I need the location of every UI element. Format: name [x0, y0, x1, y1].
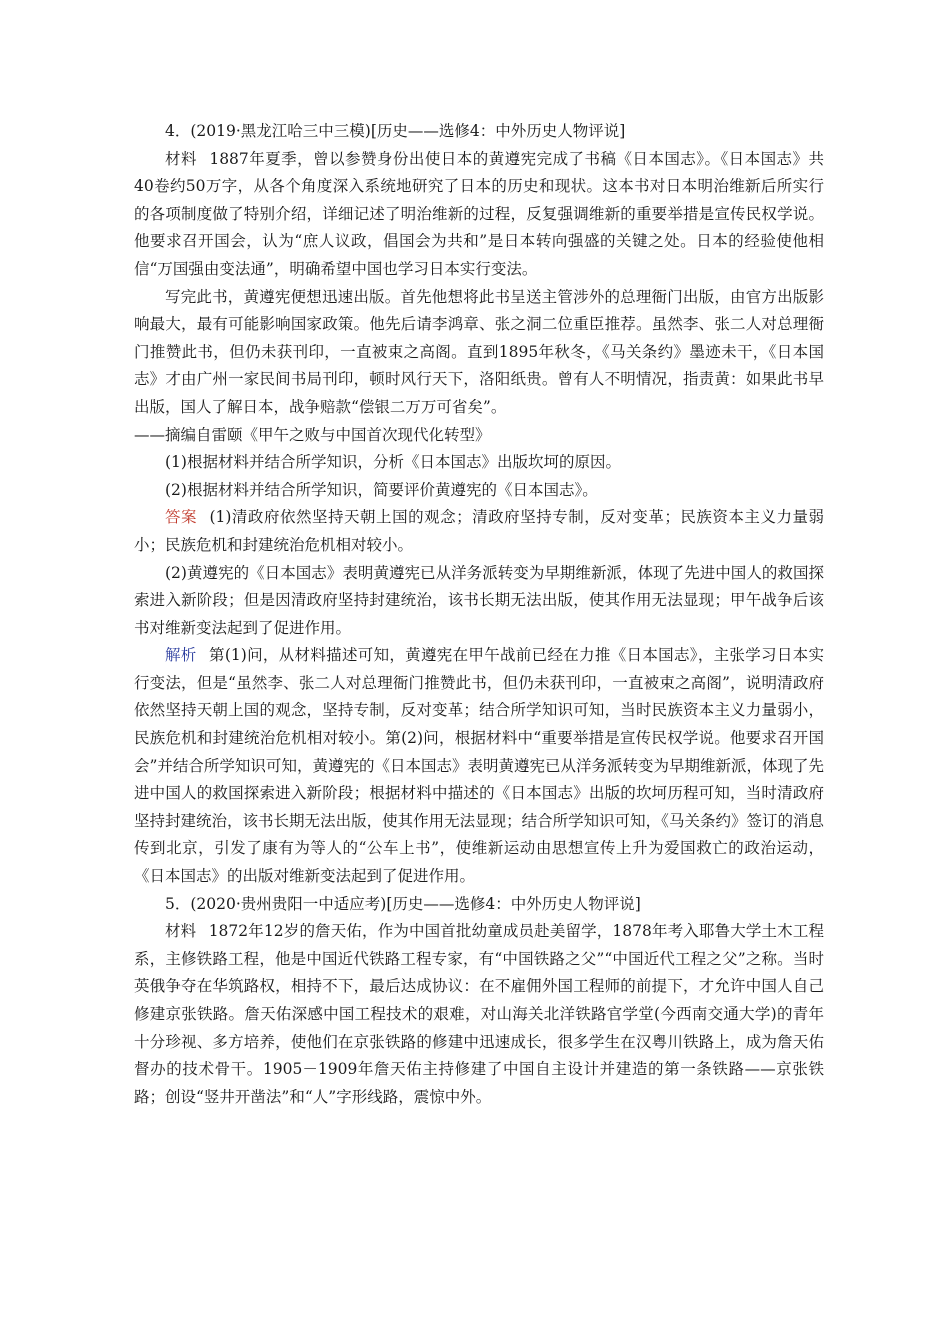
sub-question-2: (2)根据材料并结合所学知识，简要评价黄遵宪的《日本国志》。 — [165, 480, 598, 499]
document-page — [134, 118, 824, 1111]
answer-label: 答案 — [165, 508, 198, 527]
question-5-header: 5．(2020·贵州贵阳一中适应考)[历史——选修4：中外历史人物评说] — [165, 894, 641, 913]
answer-text-1: (1)清政府依然坚持天朝上国的观念；清政府坚持专制，反对变革；民族资本主义力量弱小；民族危机和封建统治危机相对较小。 — [134, 508, 824, 554]
question-5-material-paragraph-1 — [134, 918, 824, 1111]
material-source: ——摘编自雷颐《甲午之败与中国首次现代化转型》 — [134, 425, 491, 444]
analysis-text: 第(1)问，从材料描述可知，黄遵宪在甲午战前已经在力推《日本国志》，主张学习日本实行变法，但是“虽然李、张二人对总理衙门推赞此书，但仍未获刊印，一直被束之高阁”，说明清政府依然坚持天朝上国的观念，坚持专制，反对变革；结合所学知识可知，当时民族资本主义力量弱小，民族危机和封建统治危机相对较小。第(2)问，根据材料中“重要举措是宣传民权学说。他要求召开国会”并结合所学知识可知，黄遵宪的《日本国志》表明黄遵宪已从洋务派转变为早期维新派，体现了先进中国人的救国探索进入新阶段；根据材料中描述的《日本国志》出版的坎坷历程可知，当时清政府坚持封建统治，该书长期无法出版，使其作用无法显现；结合所学知识可知，《马关条约》签订的消息传到北京，引发了康有为等人的“公车上书”，使维新运动由思想宣传上升为爱国救亡的政治运动，《日本国志》的出版对维新变法起到了促进作用。 — [134, 646, 824, 886]
analysis-paragraph — [134, 642, 824, 890]
question-4-material-paragraph-2: 写完此书，黄遵宪便想迅速出版。首先他想将此书呈送主管涉外的总理衙门出版，由官方出版影响最大，最有可能影响国家政策。他先后请李鸿章、张之洞二位重臣推荐。虽然李、张二人对总理衙门推赞此书，但仍未获刊印，一直被束之高阁。直到1895年秋冬，《马关条约》墨迹未干，《日本国志》才由广州一家民间书局刊印，顿时风行天下，洛阳纸贵。曾有人不明情况，指责黄：如果此书早出版，国人了解日本，战争赔款“偿银二万万可省矣”。 — [134, 287, 824, 416]
answer-paragraph-2: (2)黄遵宪的《日本国志》表明黄遵宪已从洋务派转变为早期维新派，体现了先进中国人的救国探索进入新阶段；但是因清政府坚持封建统治，该书长期无法出版，使其作用无法显现；甲午战争后该书对维新变法起到了促进作用。 — [134, 563, 824, 637]
material-label: 材料 — [165, 922, 197, 941]
question-4-material-paragraph-1 — [134, 146, 824, 284]
material-text: 1887年夏季，曾以参赞身份出使日本的黄遵宪完成了书稿《日本国志》。《日本国志》共40卷约50万字，从各个角度深入系统地研究了日本的历史和现状。这本书对日本明治维新后所实行的各项制度做了特别介绍，详细记述了明治维新的过程，反复强调维新的重要举措是宣传民权学说。他要求召开国会，认为“庶人议政，倡国会为共和”是日本转向强盛的关键之处。日本的经验使他相信“万国强由变法通”，明确希望中国也学习日本实行变法。 — [134, 149, 824, 278]
sub-question-1: (1)根据材料并结合所学知识，分析《日本国志》出版坎坷的原因。 — [165, 453, 621, 472]
answer-paragraph-1 — [134, 504, 824, 559]
material-text: 1872年12岁的詹天佑，作为中国首批幼童成员赴美留学，1878年考入耶鲁大学土木工程系，主修铁路工程，他是中国近代铁路工程专家，有“中国铁路之父”“中国近代工程之父”之称。当时英俄争夺在华筑路权，相持不下，最后达成协议：在不雇佣外国工程师的前提下，才允许中国人自己修建京张铁路。詹天佑深感中国工程技术的艰难，对山海关北洋铁路官学堂(今西南交通大学)的青年十分珍视、多方培养，使他们在京张铁路的修建中迅速成长，很多学生在汉粤川铁路上，成为詹天佑督办的技术骨干。1905－1909年詹天佑主持修建了中国自主设计并建造的第一条铁路——京张铁路；创设“竖井开凿法”和“人”字形线路，震惊中外。 — [134, 922, 824, 1106]
question-4-header: 4．(2019·黑龙江哈三中三模)[历史——选修4：中外历史人物评说] — [165, 122, 626, 140]
material-label: 材料 — [165, 149, 197, 168]
analysis-label: 解析 — [165, 646, 197, 665]
